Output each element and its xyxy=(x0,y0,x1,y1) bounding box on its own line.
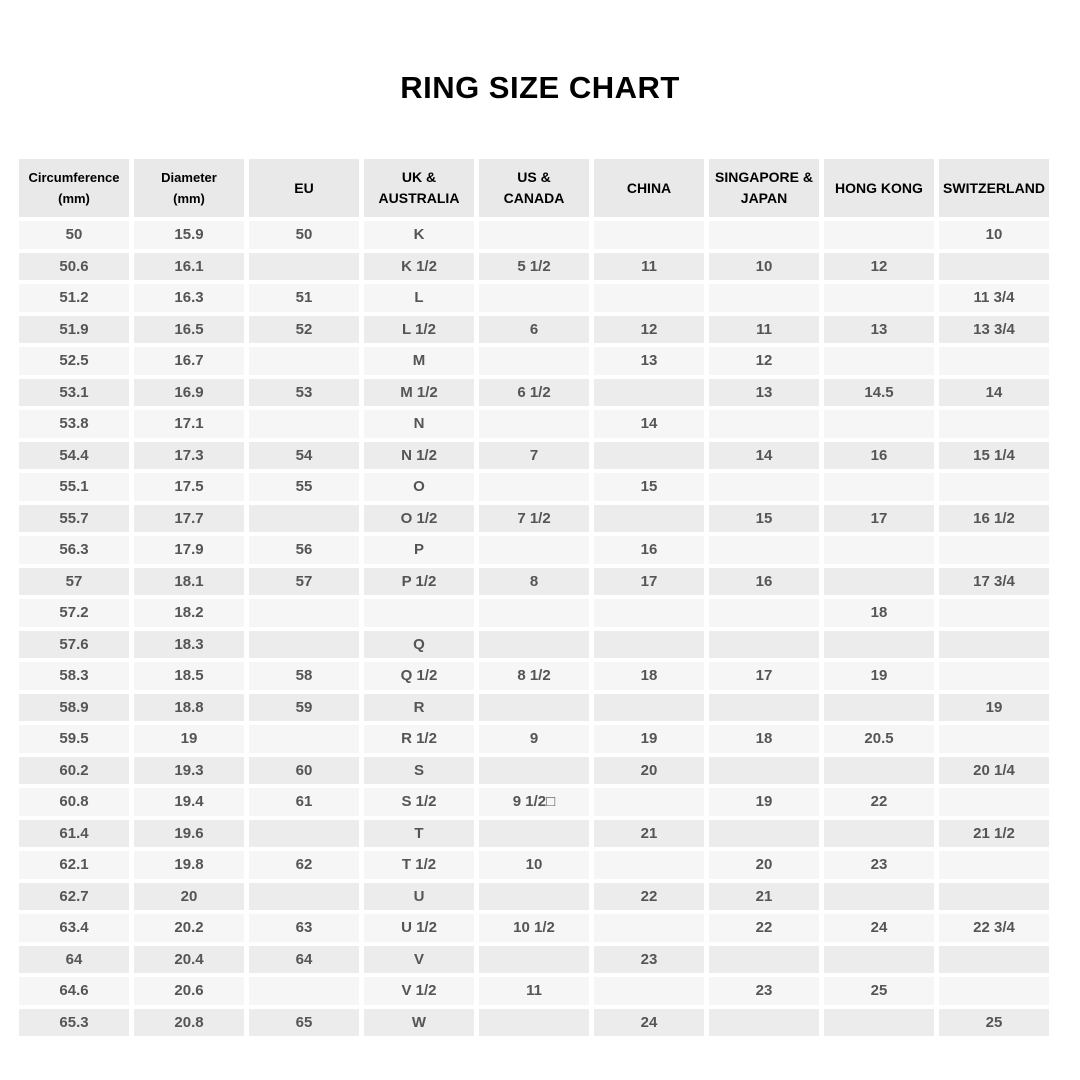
table-cell xyxy=(479,631,589,659)
header-line-1: UK & xyxy=(401,169,437,185)
table-cell: 63 xyxy=(249,914,359,942)
table-cell xyxy=(709,284,819,312)
table-cell: 21 xyxy=(594,820,704,848)
table-cell: 16.3 xyxy=(134,284,244,312)
table-row xyxy=(19,536,1049,564)
header-line-1: Diameter xyxy=(161,170,217,185)
table-cell: 53 xyxy=(249,379,359,407)
table-cell: S xyxy=(364,757,474,785)
table-cell: 56.3 xyxy=(19,536,129,564)
table-cell: 50 xyxy=(249,221,359,249)
table-cell: 24 xyxy=(594,1009,704,1037)
table-row xyxy=(19,568,1049,596)
table-cell: 61.4 xyxy=(19,820,129,848)
table-cell: 18.3 xyxy=(134,631,244,659)
table-cell xyxy=(939,253,1049,281)
table-cell: 5 1/2 xyxy=(479,253,589,281)
table-row xyxy=(19,725,1049,753)
table-cell xyxy=(824,757,934,785)
switzerland-header xyxy=(939,159,1049,217)
table-cell xyxy=(939,662,1049,690)
table-cell xyxy=(824,284,934,312)
table-cell: 21 1/2 xyxy=(939,820,1049,848)
table-row xyxy=(19,820,1049,848)
table-row xyxy=(19,914,1049,942)
table-cell xyxy=(709,536,819,564)
table-row xyxy=(19,757,1049,785)
table-cell xyxy=(824,568,934,596)
table-cell: V xyxy=(364,946,474,974)
table-row xyxy=(19,221,1049,249)
table-cell xyxy=(824,536,934,564)
table-cell: 19.6 xyxy=(134,820,244,848)
table-row xyxy=(19,284,1049,312)
table-cell xyxy=(249,505,359,533)
table-cell: 18.8 xyxy=(134,694,244,722)
table-cell: 17 xyxy=(594,568,704,596)
page-title: RING SIZE CHART xyxy=(400,70,680,105)
table-cell: 60.2 xyxy=(19,757,129,785)
circumference-header xyxy=(19,159,129,217)
table-cell: 50 xyxy=(19,221,129,249)
table-cell xyxy=(939,473,1049,501)
table-cell: 8 xyxy=(479,568,589,596)
table-row xyxy=(19,1009,1049,1037)
table-cell: 53.8 xyxy=(19,410,129,438)
table-cell: K xyxy=(364,221,474,249)
table-cell: Q 1/2 xyxy=(364,662,474,690)
table-cell xyxy=(479,820,589,848)
table-cell: T 1/2 xyxy=(364,851,474,879)
table-cell: 22 3/4 xyxy=(939,914,1049,942)
table-row xyxy=(19,505,1049,533)
hong-kong-header xyxy=(824,159,934,217)
table-cell: 20 xyxy=(594,757,704,785)
table-cell xyxy=(594,442,704,470)
header-row xyxy=(19,159,1049,217)
table-cell: 19 xyxy=(134,725,244,753)
table-cell xyxy=(939,788,1049,816)
header-line-2: (mm) xyxy=(173,191,205,206)
table-cell: O 1/2 xyxy=(364,505,474,533)
table-cell: 16 xyxy=(709,568,819,596)
table-cell: 18 xyxy=(824,599,934,627)
table-cell: 50.6 xyxy=(19,253,129,281)
table-cell xyxy=(594,851,704,879)
table-cell xyxy=(249,410,359,438)
table-cell: T xyxy=(364,820,474,848)
table-cell xyxy=(594,788,704,816)
table-cell: 19.8 xyxy=(134,851,244,879)
table-cell: 23 xyxy=(824,851,934,879)
table-cell: 22 xyxy=(824,788,934,816)
table-cell xyxy=(939,946,1049,974)
table-cell: 22 xyxy=(709,914,819,942)
header-line-2: AUSTRALIA xyxy=(378,190,460,206)
table-cell xyxy=(939,347,1049,375)
table-cell: W xyxy=(364,1009,474,1037)
table-cell xyxy=(709,473,819,501)
table-row xyxy=(19,694,1049,722)
table-cell xyxy=(479,883,589,911)
table-row xyxy=(19,631,1049,659)
table-cell: 16 xyxy=(824,442,934,470)
table-cell: V 1/2 xyxy=(364,977,474,1005)
table-cell: 9 xyxy=(479,725,589,753)
table-row xyxy=(19,379,1049,407)
table-cell: 64.6 xyxy=(19,977,129,1005)
table-cell xyxy=(824,410,934,438)
table-cell xyxy=(249,725,359,753)
table-cell xyxy=(249,820,359,848)
table-row xyxy=(19,316,1049,344)
table-cell xyxy=(594,914,704,942)
table-cell xyxy=(709,946,819,974)
table-cell xyxy=(939,883,1049,911)
table-cell: 18.1 xyxy=(134,568,244,596)
table-cell: 17.3 xyxy=(134,442,244,470)
table-cell: 57 xyxy=(19,568,129,596)
table-cell xyxy=(939,536,1049,564)
table-cell: 16.5 xyxy=(134,316,244,344)
table-cell xyxy=(939,599,1049,627)
table-row xyxy=(19,442,1049,470)
table-cell: 13 3/4 xyxy=(939,316,1049,344)
table-cell xyxy=(709,631,819,659)
header-line-2: JAPAN xyxy=(740,190,788,206)
table-cell: 61 xyxy=(249,788,359,816)
table-row xyxy=(19,977,1049,1005)
table-cell xyxy=(594,977,704,1005)
us-canada-header xyxy=(479,159,589,217)
table-cell: 10 xyxy=(709,253,819,281)
uk-australia-header xyxy=(364,159,474,217)
table-row xyxy=(19,788,1049,816)
table-cell: 55 xyxy=(249,473,359,501)
table-cell: 20.8 xyxy=(134,1009,244,1037)
table-cell xyxy=(824,221,934,249)
table-cell: L xyxy=(364,284,474,312)
table-cell: 9 1/2□ xyxy=(479,788,589,816)
table-cell: 12 xyxy=(709,347,819,375)
table-cell: 17 xyxy=(824,505,934,533)
table-cell xyxy=(364,599,474,627)
table-cell: 24 xyxy=(824,914,934,942)
table-cell: 55.1 xyxy=(19,473,129,501)
table-cell xyxy=(249,631,359,659)
table-cell: 20.5 xyxy=(824,725,934,753)
table-cell: M 1/2 xyxy=(364,379,474,407)
table-cell: O xyxy=(364,473,474,501)
table-cell xyxy=(939,631,1049,659)
table-cell: 23 xyxy=(594,946,704,974)
table-cell: 22 xyxy=(594,883,704,911)
table-cell xyxy=(824,473,934,501)
table-cell: 20.6 xyxy=(134,977,244,1005)
table-cell: 19 xyxy=(939,694,1049,722)
table-cell xyxy=(709,410,819,438)
table-cell: 11 xyxy=(709,316,819,344)
table-cell xyxy=(249,977,359,1005)
table-cell: P xyxy=(364,536,474,564)
table-cell xyxy=(939,851,1049,879)
table-cell: U xyxy=(364,883,474,911)
table-cell: 25 xyxy=(824,977,934,1005)
table-cell: 7 1/2 xyxy=(479,505,589,533)
table-cell xyxy=(594,694,704,722)
table-cell: 10 xyxy=(479,851,589,879)
table-cell: M xyxy=(364,347,474,375)
header-line-1: US & xyxy=(517,169,551,185)
table-cell xyxy=(939,977,1049,1005)
table-cell xyxy=(479,410,589,438)
table-cell: 14 xyxy=(594,410,704,438)
header-line-1: Circumference xyxy=(28,170,120,185)
table-cell: 58.3 xyxy=(19,662,129,690)
table-cell xyxy=(709,757,819,785)
diameter-header xyxy=(134,159,244,217)
table-cell: 17.9 xyxy=(134,536,244,564)
table-row xyxy=(19,253,1049,281)
table-cell: 55.7 xyxy=(19,505,129,533)
table-cell: N xyxy=(364,410,474,438)
table-cell: 56 xyxy=(249,536,359,564)
table-cell: 58.9 xyxy=(19,694,129,722)
table-cell: 19.3 xyxy=(134,757,244,785)
table-cell: 7 xyxy=(479,442,589,470)
table-cell xyxy=(479,284,589,312)
table-cell: 8 1/2 xyxy=(479,662,589,690)
table-cell: 62.1 xyxy=(19,851,129,879)
table-cell xyxy=(479,946,589,974)
table-cell: 65 xyxy=(249,1009,359,1037)
table-cell: 6 xyxy=(479,316,589,344)
table-cell: 64 xyxy=(19,946,129,974)
header-line-2: CANADA xyxy=(503,190,565,206)
header-line-2: (mm) xyxy=(58,191,90,206)
table-cell xyxy=(709,221,819,249)
table-cell: 60.8 xyxy=(19,788,129,816)
china-header xyxy=(594,159,704,217)
table-cell: 19 xyxy=(824,662,934,690)
table-cell xyxy=(824,820,934,848)
table-cell xyxy=(824,1009,934,1037)
table-cell: 57.2 xyxy=(19,599,129,627)
table-cell: 51 xyxy=(249,284,359,312)
table-cell: 12 xyxy=(824,253,934,281)
table-cell: R xyxy=(364,694,474,722)
table-cell: P 1/2 xyxy=(364,568,474,596)
table-cell: 65.3 xyxy=(19,1009,129,1037)
table-cell xyxy=(594,599,704,627)
table-cell: 58 xyxy=(249,662,359,690)
table-cell xyxy=(479,1009,589,1037)
table-cell: 52.5 xyxy=(19,347,129,375)
table-cell: 25 xyxy=(939,1009,1049,1037)
table-cell xyxy=(249,599,359,627)
table-cell: 15 xyxy=(594,473,704,501)
table-cell: 15 xyxy=(709,505,819,533)
table-cell xyxy=(939,410,1049,438)
table-cell: 14 xyxy=(709,442,819,470)
table-cell: 54.4 xyxy=(19,442,129,470)
table-cell: 13 xyxy=(594,347,704,375)
table-cell: 11 xyxy=(594,253,704,281)
table-cell: 18.5 xyxy=(134,662,244,690)
table-cell: 62.7 xyxy=(19,883,129,911)
table-row xyxy=(19,473,1049,501)
table-cell: 14 xyxy=(939,379,1049,407)
table-cell xyxy=(824,946,934,974)
table-row xyxy=(19,410,1049,438)
table-cell xyxy=(594,379,704,407)
table-cell: 16 xyxy=(594,536,704,564)
table-cell: 59 xyxy=(249,694,359,722)
table-cell: 16 1/2 xyxy=(939,505,1049,533)
table-cell: 17.7 xyxy=(134,505,244,533)
table-cell: 17 xyxy=(709,662,819,690)
table-cell: 57.6 xyxy=(19,631,129,659)
table-cell: 12 xyxy=(594,316,704,344)
table-cell xyxy=(824,883,934,911)
header-line-1: SINGAPORE & xyxy=(714,169,813,185)
table-cell: L 1/2 xyxy=(364,316,474,344)
table-cell xyxy=(709,694,819,722)
table-cell: 17.5 xyxy=(134,473,244,501)
header-line-1: SWITZERLAND xyxy=(943,179,1045,196)
header-line-1: EU xyxy=(294,179,314,196)
table-row xyxy=(19,347,1049,375)
table-cell xyxy=(594,284,704,312)
header-line-1: CHINA xyxy=(626,179,672,196)
table-cell xyxy=(479,536,589,564)
table-cell: 19 xyxy=(709,788,819,816)
table-cell: 60 xyxy=(249,757,359,785)
table-cell: U 1/2 xyxy=(364,914,474,942)
table-cell: 20.2 xyxy=(134,914,244,942)
table-cell: 62 xyxy=(249,851,359,879)
table-cell xyxy=(709,599,819,627)
table-cell: 18 xyxy=(709,725,819,753)
table-cell: 16.7 xyxy=(134,347,244,375)
table-cell: 20 1/4 xyxy=(939,757,1049,785)
table-cell: 52 xyxy=(249,316,359,344)
table-cell: 10 1/2 xyxy=(479,914,589,942)
table-cell xyxy=(479,221,589,249)
table-cell: 54 xyxy=(249,442,359,470)
table-cell: 19.4 xyxy=(134,788,244,816)
table-cell xyxy=(249,347,359,375)
table-cell xyxy=(824,694,934,722)
table-cell: 11 xyxy=(479,977,589,1005)
table-cell: 6 1/2 xyxy=(479,379,589,407)
table-cell: 20 xyxy=(134,883,244,911)
table-cell: 16.1 xyxy=(134,253,244,281)
table-cell xyxy=(594,505,704,533)
table-cell: 51.9 xyxy=(19,316,129,344)
table-cell: 16.9 xyxy=(134,379,244,407)
eu-header xyxy=(249,159,359,217)
table-cell xyxy=(709,820,819,848)
table-cell xyxy=(824,631,934,659)
table-cell xyxy=(479,757,589,785)
table-cell: 13 xyxy=(709,379,819,407)
table-cell: 18 xyxy=(594,662,704,690)
table-cell: 15 1/4 xyxy=(939,442,1049,470)
table-cell: 59.5 xyxy=(19,725,129,753)
table-cell: Q xyxy=(364,631,474,659)
table-cell xyxy=(594,631,704,659)
table-cell xyxy=(479,599,589,627)
ring-size-table xyxy=(14,155,1054,1040)
table-cell xyxy=(939,725,1049,753)
table-cell: 18.2 xyxy=(134,599,244,627)
table-cell: 63.4 xyxy=(19,914,129,942)
table-cell: 57 xyxy=(249,568,359,596)
table-cell: 15.9 xyxy=(134,221,244,249)
table-cell: 20 xyxy=(709,851,819,879)
table-row xyxy=(19,883,1049,911)
table-cell: 20.4 xyxy=(134,946,244,974)
table-cell: 23 xyxy=(709,977,819,1005)
table-cell: S 1/2 xyxy=(364,788,474,816)
header-line-1: HONG KONG xyxy=(835,179,923,196)
table-cell: 19 xyxy=(594,725,704,753)
table-cell: 51.2 xyxy=(19,284,129,312)
table-row xyxy=(19,946,1049,974)
table-cell xyxy=(479,473,589,501)
table-cell: 21 xyxy=(709,883,819,911)
table-cell: K 1/2 xyxy=(364,253,474,281)
table-cell: 17.1 xyxy=(134,410,244,438)
table-cell: N 1/2 xyxy=(364,442,474,470)
table-row xyxy=(19,851,1049,879)
table-cell: 13 xyxy=(824,316,934,344)
table-cell: 17 3/4 xyxy=(939,568,1049,596)
table-cell: 11 3/4 xyxy=(939,284,1049,312)
table-body xyxy=(19,221,1049,1036)
table-cell xyxy=(709,1009,819,1037)
table-cell xyxy=(479,694,589,722)
table-cell: 14.5 xyxy=(824,379,934,407)
singapore-japan-header xyxy=(709,159,819,217)
table-cell: 64 xyxy=(249,946,359,974)
table-row xyxy=(19,662,1049,690)
table-row xyxy=(19,599,1049,627)
table-cell xyxy=(479,347,589,375)
table-cell xyxy=(249,883,359,911)
table-cell: R 1/2 xyxy=(364,725,474,753)
table-cell: 10 xyxy=(939,221,1049,249)
table-cell xyxy=(824,347,934,375)
table-cell: 53.1 xyxy=(19,379,129,407)
table-cell xyxy=(249,253,359,281)
table-cell xyxy=(594,221,704,249)
